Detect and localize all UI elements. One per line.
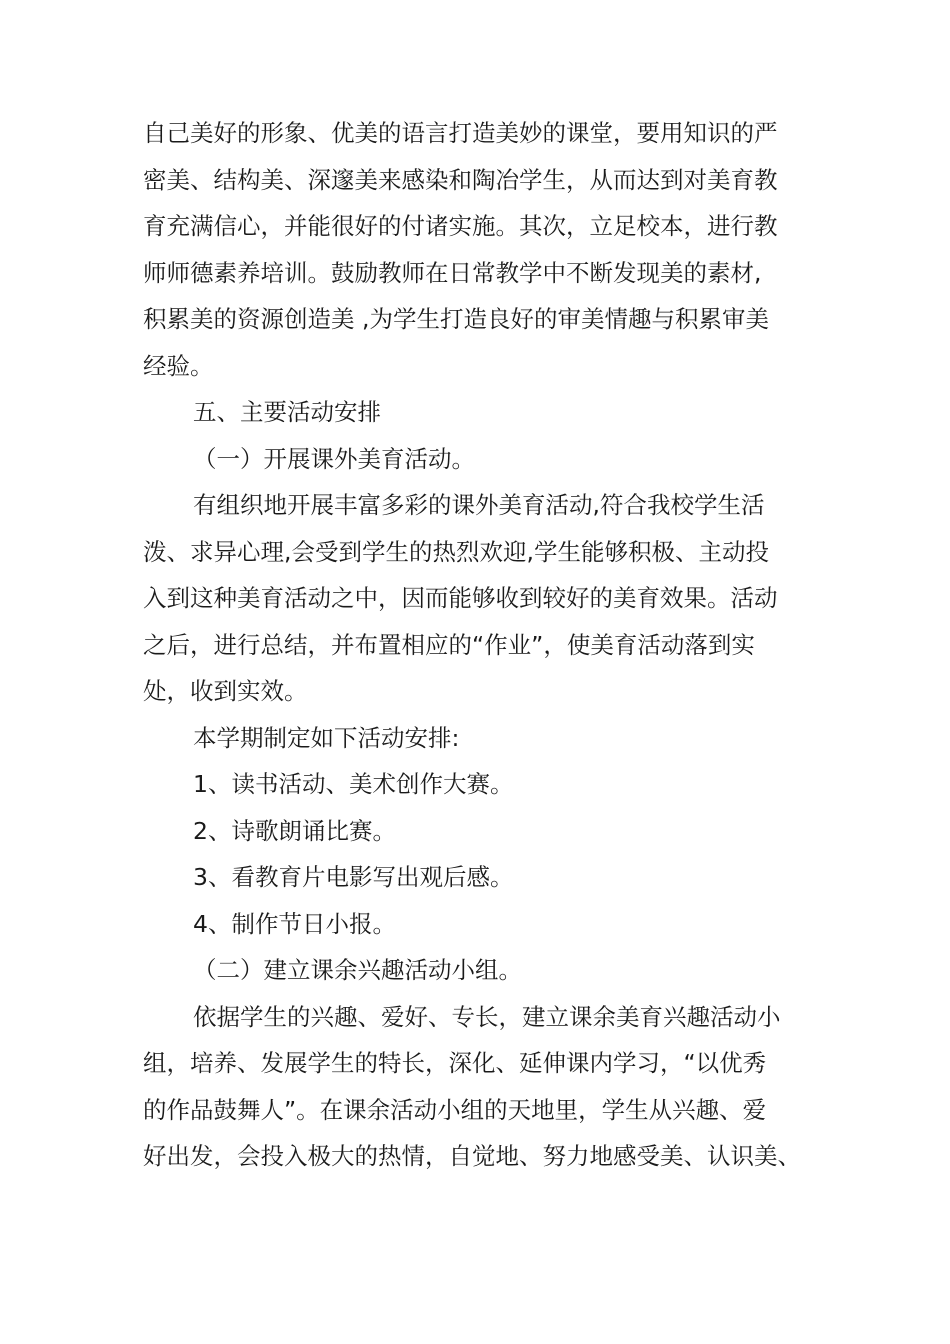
text-line: 组，培养、发展学生的特长，深化、延伸课内学习，“以优秀 (143, 1049, 767, 1077)
text-line: 入到这种美育活动之中，因而能够收到较好的美育效果。活动 (143, 584, 778, 612)
text-line: 积累美的资源创造美 ,为学生打造良好的审美情趣与积累审美 (143, 305, 769, 333)
text-line: 育充满信心，并能很好的付诸实施。其次，立足校本，进行教 (143, 212, 778, 240)
text-line: 2、诗歌朗诵比赛。 (193, 816, 396, 845)
text-line: 处，收到实效。 (143, 677, 308, 705)
text-line: 好出发，会投入极大的热情，自觉地、努力地感受美、认识美、 (143, 1142, 801, 1170)
text-line: 3、看教育片电影写出观后感。 (193, 863, 514, 891)
text-line: （二）建立课余兴趣活动小组。 (193, 956, 522, 984)
text-line: 五、主要活动安排 (193, 398, 381, 426)
document-body (143, 110, 813, 1180)
text-line: 本学期制定如下活动安排: (193, 723, 460, 752)
text-line: 自己美好的形象、优美的语言打造美妙的课堂，要用知识的严 (143, 119, 778, 147)
text-line: 泼、求异心理,会受到学生的热烈欢迎,学生能够积极、主动投 (143, 537, 769, 566)
text-line: 密美、结构美、深邃美来感染和陶冶学生，从而达到对美育教 (143, 165, 778, 194)
text-line: 之后，进行总结，并布置相应的“作业”，使美育活动落到实 (143, 630, 755, 659)
text-line: （一）开展课外美育活动。 (193, 444, 475, 473)
text-line: 师师德素养培训。鼓励教师在日常教学中不断发现美的素材, (143, 258, 762, 287)
text-line: 有组织地开展丰富多彩的课外美育活动,符合我校学生活 (193, 491, 765, 519)
text-line: 经验。 (143, 351, 214, 380)
text-line: 的作品鼓舞人”。在课余活动小组的天地里，学生从兴趣、爱 (143, 1095, 767, 1124)
text-line: 4、制作节日小报。 (193, 909, 396, 938)
text-line: 依据学生的兴趣、爱好、专长，建立课余美育兴趣活动小 (193, 1002, 781, 1031)
text-line: 1、读书活动、美术创作大赛。 (193, 770, 514, 798)
